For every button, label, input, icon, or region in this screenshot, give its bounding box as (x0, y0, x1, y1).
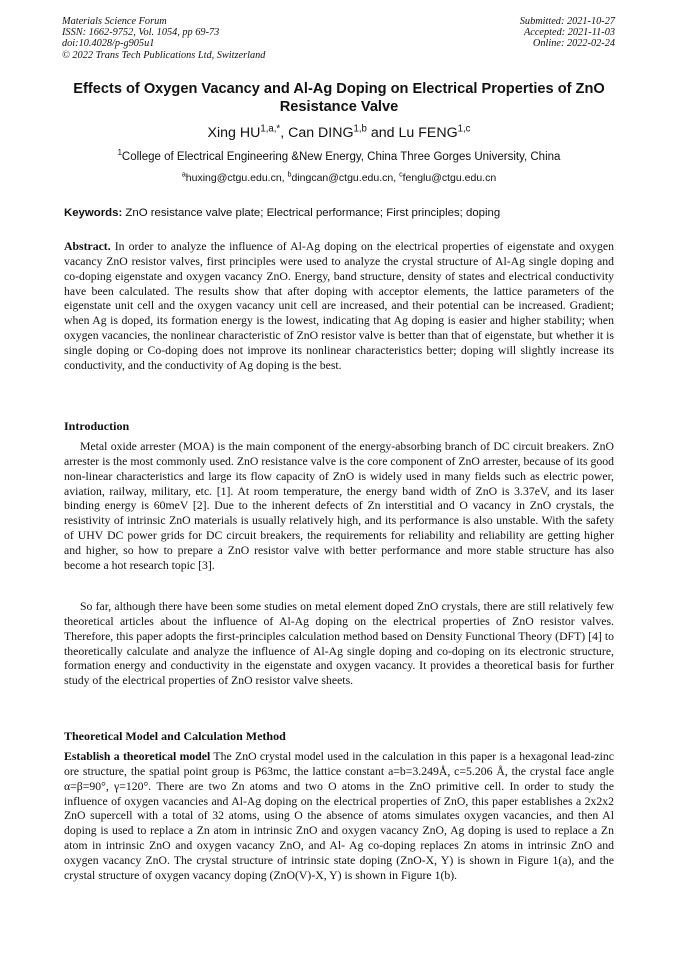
email-list (40, 171, 638, 185)
submitted-date: Submitted: 2021-10-27 (519, 16, 615, 27)
email-link[interactable]: huxing@ctgu.edu.cn (185, 172, 282, 184)
online-date: Online: 2022-02-24 (532, 38, 615, 50)
keywords-text: ZnO resistance valve plate; Electrical performance; First principles; doping (125, 207, 501, 219)
abstract-label: Abstract. (64, 240, 111, 253)
author-affiliation-mark: 1,a,* (260, 123, 281, 135)
paper-title: Effects of Oxygen Vacancy and Al-Ag Doping on Electrical Properties of ZnO Resistance Valve (73, 81, 605, 115)
email-link[interactable]: dingcan@ctgu.edu.cn (291, 172, 394, 184)
journal-info (62, 16, 265, 61)
author-affiliation-mark: 1,c (457, 123, 471, 135)
author-name: Lu FENG (398, 125, 458, 141)
introduction-paragraph: Metal oxide arrester (MOA) is the main component of the energy-absorbing branch of DC circuit breakers. ZnO arrester is the most commonly used. ZnO resistance valve is the core component of ZnO arrester, because of its good non-linear characteristics and large its flow capacity of ZnO is widely used in many fields such as electric power, aviation, railway, military, etc. [1]. At room temperature, the energy band width of ZnO is 3.37eV, and its laser binding energy is 60meV [2]. Due to the inherent defects of Zn interstitial and O vacancy in ZnO crystals, the resistivity of intrinsic ZnO materials is usually relatively high, and its performance is also unstable. With the safety of UHV DC power grids for DC circuit breakers, the requirements for reliability and reliability are getting higher and higher, so how to prepare a ZnO resistor valve with better performance and more stable structure has also become a hot research topic [3]. (64, 440, 614, 572)
theory-heading: Theoretical Model and Calculation Method (64, 729, 286, 743)
journal-doi[interactable]: doi:10.4028/p-g905u1 (62, 38, 155, 50)
theory-paragraph (64, 750, 614, 884)
journal-issn: ISSN: 1662-9752, Vol. 1054, pp 69-73 (62, 27, 220, 39)
keywords (64, 206, 624, 221)
email-separator: , (281, 172, 288, 184)
affiliation-text: College of Electrical Engineering &New Energy, China Three Gorges University, China (121, 151, 561, 163)
author-name: Xing HU (207, 125, 261, 141)
email-mark: c (399, 170, 403, 179)
introduction-paragraph: So far, although there have been some studies on metal element doped ZnO crystals, there are still relatively few theoretical articles about the influence of Al-Ag doping on the electrical properties of ZnO resistor valves. Therefore, this paper adopts the first-principles calculation method based on Density Functional Theory (DFT) [4] to theoretically calculate and analyze the influence of Al-Ag single doping and co-doping on its electronic structure, formation energy and conductivity in the eigenstate and oxygen vacancy. It provides a theoretical basis for further study of the electrical properties of ZnO resistor valve sheets. (64, 600, 614, 688)
theory-subheading: Establish a theoretical model (64, 750, 211, 763)
email-link[interactable]: fenglu@ctgu.edu.cn (402, 172, 497, 184)
theory-text: The ZnO crystal model used in the calculation in this paper is a hexagonal lead-zinc ore structure, the spatial point group is P63mc, the lattice constant a=b=3.249Å, c=5.206 Å, the crystal face angle α=β=90°, γ=120°. There are two Zn atoms and two O atoms in the ZnO primitive cell. In order to study the influence of oxygen vacancies and Al-Ag doping on the electrical properties of ZnO, this paper establishes a 2x2x2 ZnO supercell with a total of 32 atoms, using O the absence of atoms simulates oxygen vacancies, and then Al doping is used to replace a Zn atom in intrinsic ZnO and oxygen vacancy ZnO, Ag doping is used to replace a Zn atom in intrinsic ZnO and oxygen vacancy ZnO, and Al- Ag co-doping replaces Zn atoms in intrinsic ZnO and oxygen vacancy ZnO. The crystal structure of intrinsic state doping (ZnO-X, Y) is shown in Figure 1(a), and the crystal structure of oxygen vacancy doping (ZnO(V)-X, Y) is shown in Figure 1(b). (64, 750, 614, 882)
affiliation (40, 150, 638, 164)
abstract-text: In order to analyze the influence of Al-Ag doping on the electrical properties of eigenstate and oxygen vacancy ZnO resistor valves, first principles were used to analyze the crystal structure of Al-Ag single doping and co-doping eigenstate and oxygen vacancy ZnO. Energy, band structure, density of states and electrical conductivity have been calculated. The results show that after doping with acceptor elements, the lattice parameters of the eigenstate unit cell and the oxygen vacancy unit cell are increased, and their potential can be increased. Gradient; when Ag is doped, its formation energy is the lowest, indicating that Ag doping is easier and higher stability; when oxygen vacancies, the nonlinear characteristic of ZnO resistor valve is better than that of eigenstate, but whether it is single doping or Co-doping does not improve its nonlinear characteristics better; doping will slightly increase its conductivity, and the conductivity of Ag doping is the best. (64, 240, 615, 372)
author-separator: and (366, 125, 399, 141)
affiliation-mark: 1 (117, 148, 122, 158)
publication-dates (520, 16, 615, 50)
author-name: Can DING (288, 125, 354, 141)
introduction-heading: Introduction (64, 419, 130, 433)
author-list (40, 124, 638, 142)
abstract (64, 240, 614, 374)
accepted-date: Accepted: 2021-11-03 (523, 27, 615, 39)
author-separator: , (280, 125, 289, 141)
email-separator: , (393, 172, 400, 184)
email-mark: a (181, 170, 186, 179)
journal-name: Materials Science Forum (62, 16, 167, 27)
author-affiliation-mark: 1,b (353, 123, 367, 135)
email-mark: b (287, 170, 292, 179)
keywords-label: Keywords: (64, 207, 123, 219)
journal-copyright: © 2022 Trans Tech Publications Ltd, Switzerland (62, 49, 266, 61)
